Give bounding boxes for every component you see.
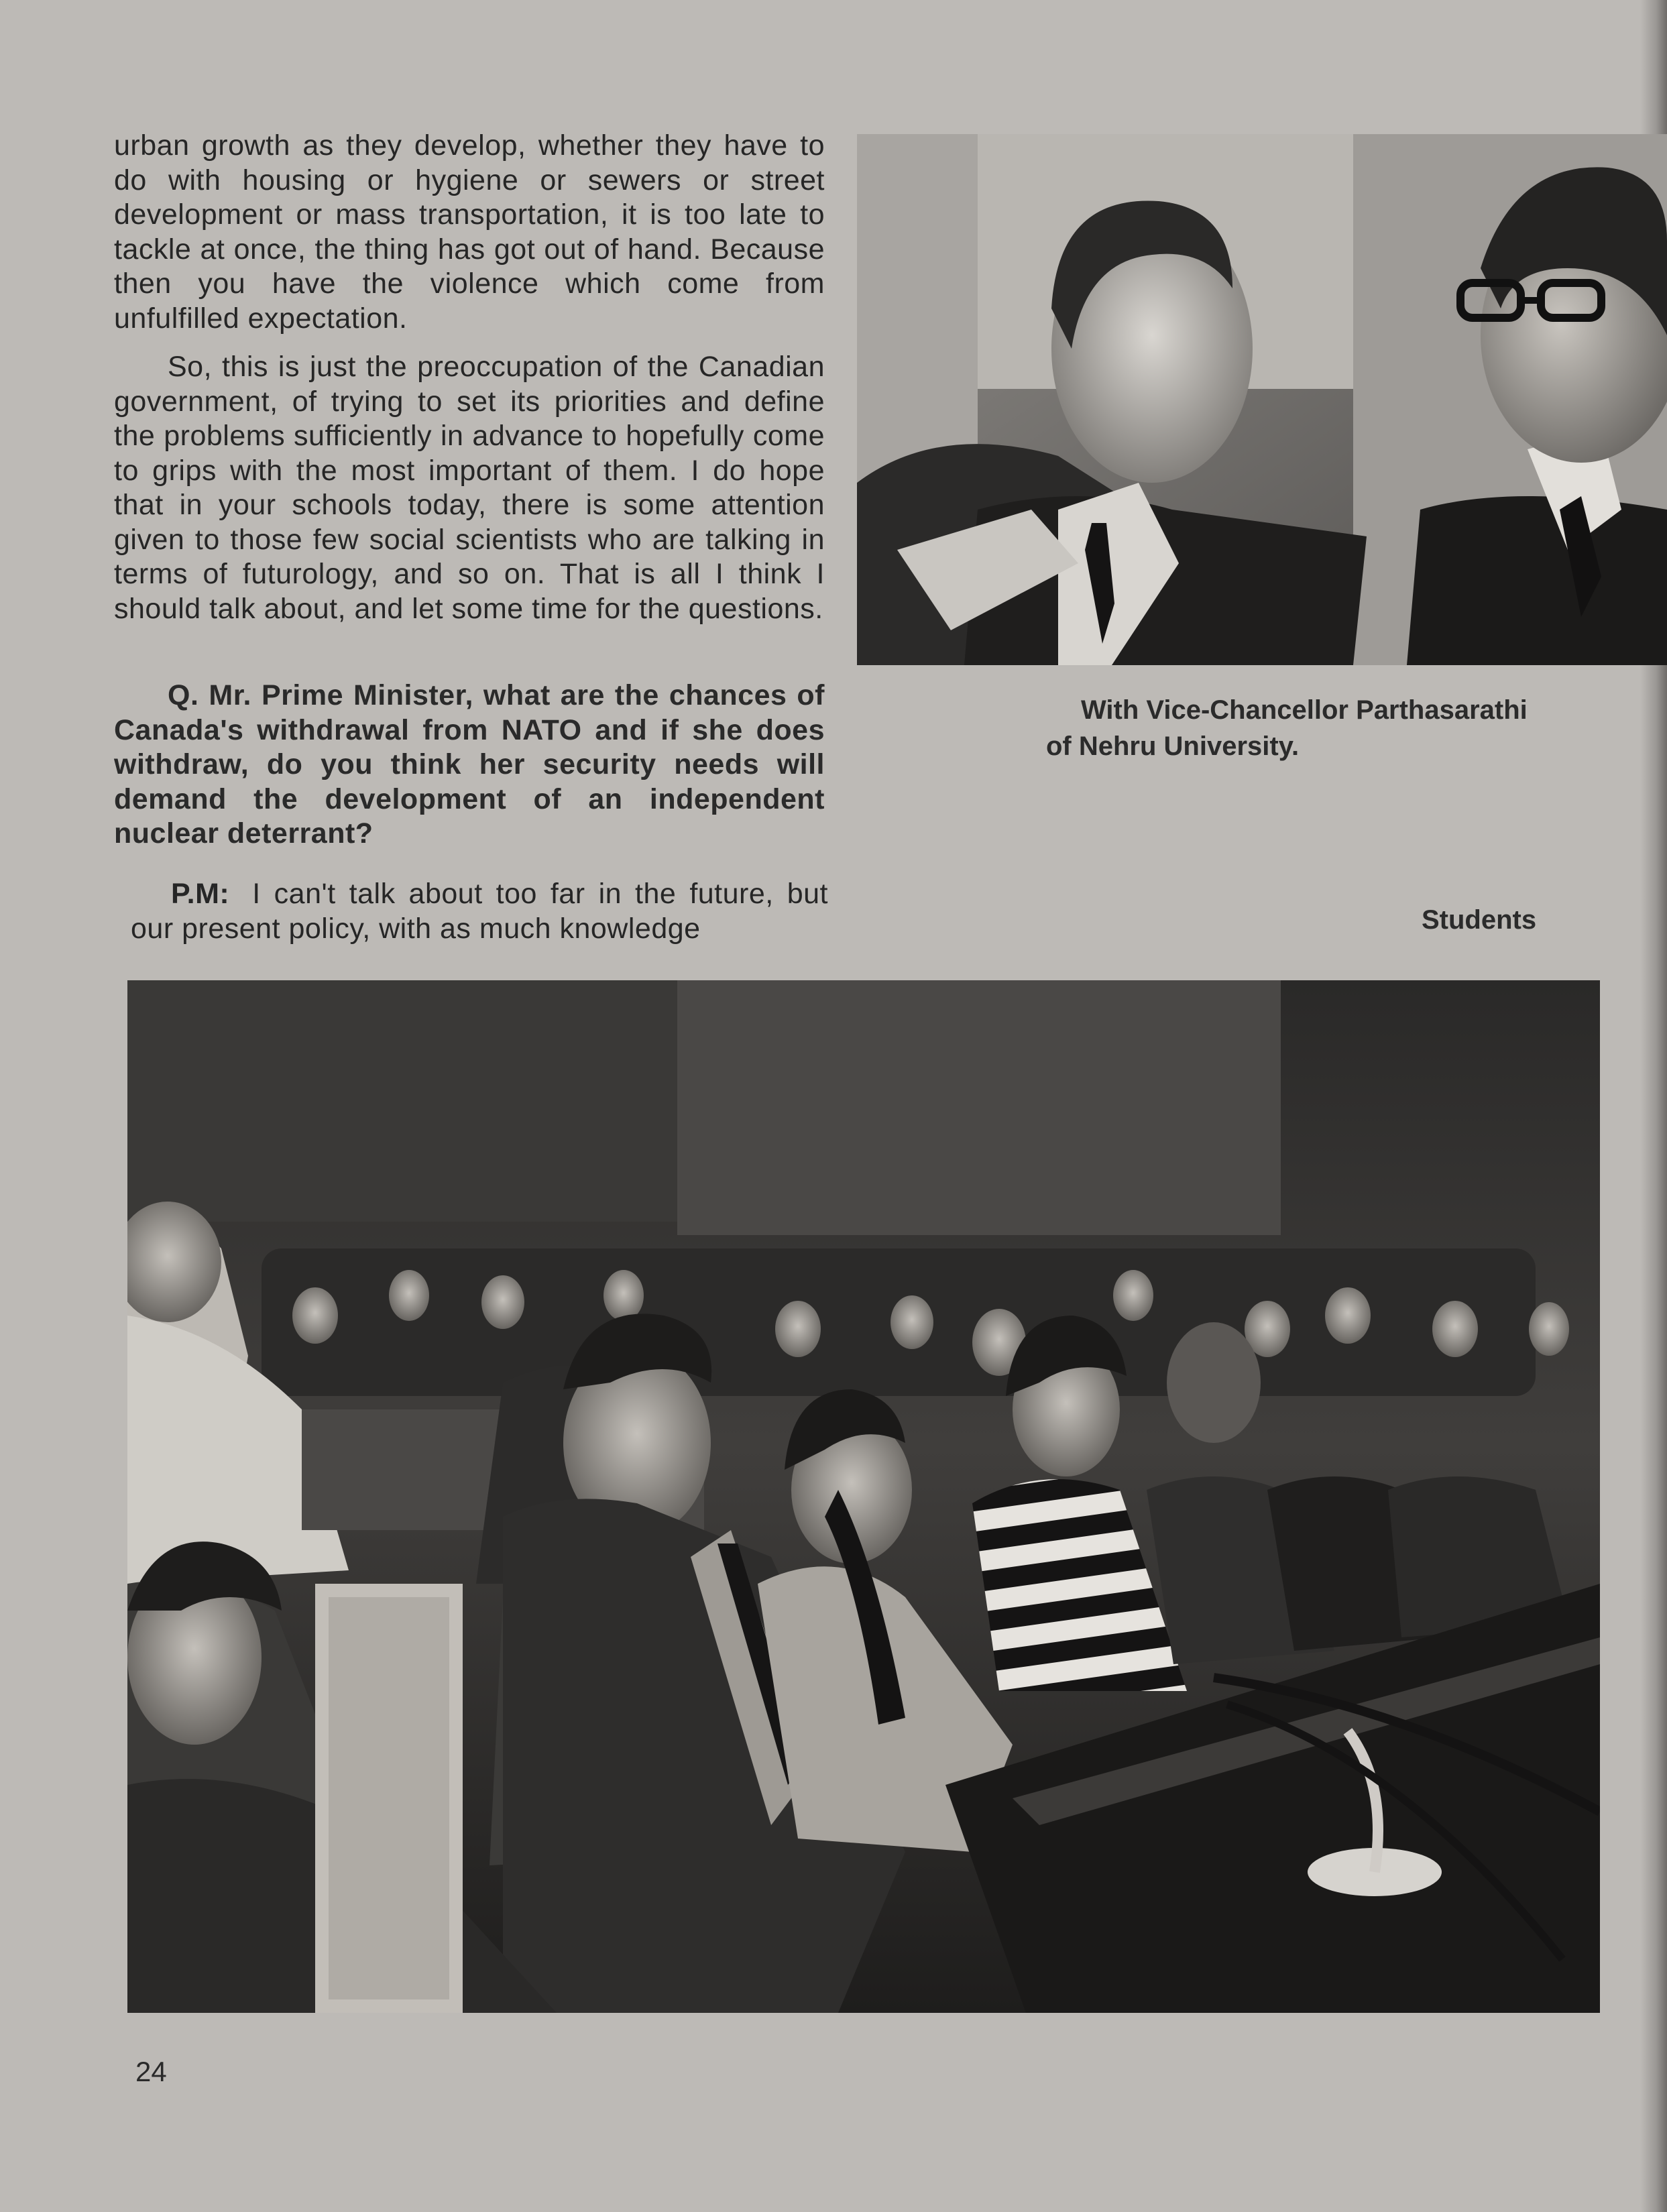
page-number: 24: [135, 2056, 167, 2087]
answer-label: P.M:: [171, 878, 230, 910]
top-photo-caption: [1046, 692, 1596, 764]
photo-students-audience: [127, 980, 1600, 2013]
body-paragraph-1: urban growth as they develop, whether they have to do with housing or hygiene or sewers or street development or mass transportation, it is too late to tackle at once, the thing has got out of hand. Because then you have the violence which come from unfulfilled expectation.: [114, 129, 825, 335]
top-photo-caption-line-2: of Nehru University.: [1046, 732, 1300, 761]
answer-text: I can't talk about too far in the future, but our present policy, with as much knowledge: [131, 878, 828, 945]
body-paragraph-2: So, this is just the preoccupation of the Canadian government, of trying to set its priorities and define the problems sufficiently in advance to hopefully come to grips with the most important of them. I do hope that in your schools today, there is some attention given to those few social scientists who are talking in terms of futurology, and so on. That is all I think I should talk about, and let some time for the questions.: [114, 351, 825, 625]
top-photo-caption-line-1: With Vice-Chancellor Parthasarathi: [1081, 695, 1528, 725]
question-paragraph: Q. Mr. Prime Minister, what are the chances of Canada's withdrawal from NATO and if she does withdraw, do you think her security needs will demand the development of an independent nuclear deterrant?: [114, 679, 825, 850]
answer-paragraph: [131, 877, 828, 946]
bottom-photo-caption: Students: [1422, 905, 1537, 935]
photo-prime-minister-with-vice-chancellor: [857, 134, 1667, 665]
